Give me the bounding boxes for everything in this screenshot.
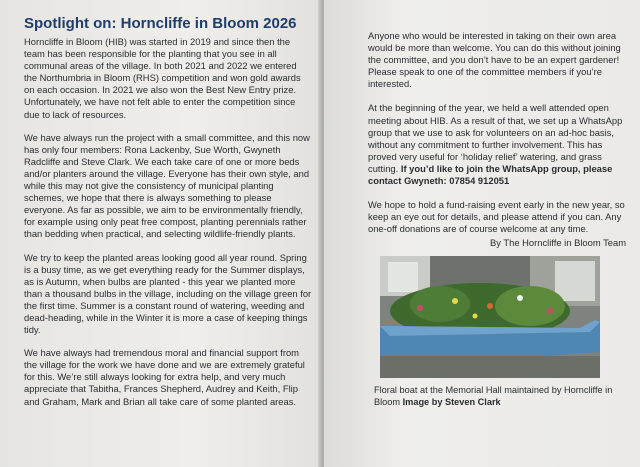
paragraph-history: Horncliffe in Bloom (HIB) was started in 2019 and since then the team has been responsible for the planting that you see in all communal areas of the village. In both 2021 and 2022 we entered the Northumbria in Bloom (RHS) competition and won gold awards on each occasion. In 2021 we also won the Best New Entry prize. Unfortunately, we have not felt able to enter the competition since due to lack of resources. [24, 36, 301, 120]
whatsapp-text: At the beginning of the year, we held a well attended open meeting about HIB. As a result of that, we set up a WhatsApp group that we use to ask for volunteers on an ad-hoc basis, without any commitment to further involvement. This has proved very useful for ‘holiday relief’ watering, and grass cutting. [368, 102, 623, 174]
article-title: Spotlight on: Horncliffe in Bloom 2026 [24, 15, 297, 32]
paragraph-whatsapp [368, 102, 626, 187]
whatsapp-contact: If you’d like to join the WhatsApp group, please contact Gwyneth: 07854 912051 [368, 162, 613, 187]
paragraph-fundraising: We hope to hold a fund-raising event early in the new year, so keep an eye out for details, and please attend if you can. Any one-off donations are of course welcome at any time. [368, 199, 625, 235]
caption-credit: Image by Steven Clark [402, 397, 501, 408]
floral-boat-photo [380, 256, 600, 378]
caption-text: Floral boat at the Memorial Hall maintained by Horncliffe in Bloom [374, 385, 613, 408]
paragraph-support: We have always had tremendous moral and financial support from the village for the work we have done and we are extremely grateful for this. We’re still always looking for extra help, and very much appreciate that Tabitha, Frances Shepherd, Audrey and Keith, Flip and Graham, Mark and Brian all take care of some planted areas. [24, 347, 305, 407]
paragraph-volunteer: Anyone who would be interested in taking on their own area would be more than welcome. You can do this without joining the committee, and you don’t have to be an expert gardener! Please speak to one of the committee members if you’re interested. [368, 30, 621, 90]
floral-boat-image [380, 256, 600, 378]
paragraph-committee: We have always run the project with a small committee, and this now has only four members: Rona Lackenby, Sue Worth, Gwyneth Radcliffe and Steve Clark. We each take care of one or more beds and/or planters around the village. Everyone has their own style, and while this may not give the consistency of municipal planting schemes, we hope that there is always something to please everyone. As far as possible, we aim to be environmentally friendly, for example using only peat free compost, planting perennials rather than bedding when practical, and selecting wildlife-friendly plants. [24, 131, 310, 240]
signature: By The Horncliffe in Bloom Team [490, 237, 626, 249]
photo-caption [374, 384, 626, 408]
right-page [324, 0, 640, 467]
paragraph-seasons: We try to keep the planted areas looking good all year round. Spring is a busy time, as we get everything ready for the Summer displays, as is Autumn, when bulbs are planted - this year we planted more than a thousand bulbs in the village, including on the village green for the first time. Summer is a constant round of watering, weeding and dead-heading, while in the Winter it is more a case of keeping things tidy. [24, 251, 312, 336]
